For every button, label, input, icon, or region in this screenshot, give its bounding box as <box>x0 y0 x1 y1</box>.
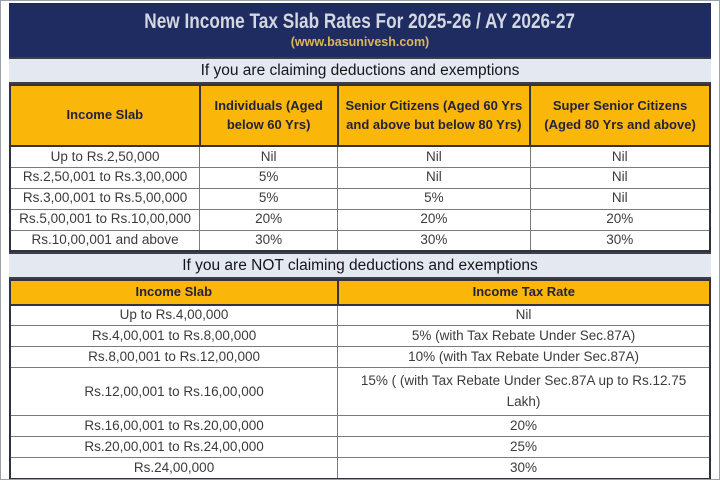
col-header-individuals: Individuals (Aged below 60 Yrs) <box>200 85 338 146</box>
table-row <box>10 209 710 230</box>
slab-cell: Up to Rs.2,50,000 <box>10 146 200 167</box>
table-row <box>10 458 710 479</box>
table-row <box>10 437 710 458</box>
rate-cell: Nil <box>530 146 710 167</box>
rate-cell: 30% <box>200 230 338 251</box>
rate-cell: Nil <box>338 146 531 167</box>
rate-cell: 20% <box>338 416 710 437</box>
rate-cell: 5% <box>200 188 338 209</box>
slab-cell: Rs.5,00,001 to Rs.10,00,000 <box>10 209 200 230</box>
slab-cell: Rs.24,00,000 <box>10 458 338 479</box>
rate-cell: 30% <box>338 458 710 479</box>
table-row <box>10 230 710 251</box>
rate-cell: 5% <box>200 167 338 188</box>
rate-cell: 15% ( (with Tax Rebate Under Sec.87A up to Rs.12.75 Lakh) <box>338 368 710 416</box>
table-row <box>10 146 710 167</box>
table-row <box>10 305 710 326</box>
slab-cell: Rs.3,00,001 to Rs.5,00,000 <box>10 188 200 209</box>
col-header-income-slab: Income Slab <box>10 280 338 305</box>
col-header-super-senior-citizens: Super Senior Citizens (Aged 80 Yrs and above) <box>530 85 710 146</box>
title-banner <box>9 3 711 57</box>
page-title: New Income Tax Slab Rates For 2025-26 / AY 2026-27 <box>144 10 576 34</box>
slab-cell: Rs.16,00,001 to Rs.20,00,000 <box>10 416 338 437</box>
slab-cell: Rs.2,50,001 to Rs.3,00,000 <box>10 167 200 188</box>
col-header-income-slab: Income Slab <box>10 85 200 146</box>
table-header-row <box>10 280 710 305</box>
slab-cell: Rs.4,00,001 to Rs.8,00,000 <box>10 326 338 347</box>
section-band-with-deductions: If you are claiming deductions and exemptions <box>9 57 711 84</box>
rate-cell: 10% (with Tax Rebate Under Sec.87A) <box>338 347 710 368</box>
table-row <box>10 188 710 209</box>
table-row <box>10 416 710 437</box>
rate-cell: Nil <box>200 146 338 167</box>
slab-cell: Rs.12,00,001 to Rs.16,00,000 <box>10 368 338 416</box>
rate-cell: 5% <box>338 188 531 209</box>
table-header-row <box>10 85 710 146</box>
col-header-senior-citizens: Senior Citizens (Aged 60 Yrs and above but below 80 Yrs) <box>338 85 531 146</box>
rate-cell: Nil <box>338 305 710 326</box>
rate-cell: Nil <box>530 167 710 188</box>
rate-cell: Nil <box>338 167 531 188</box>
slab-cell: Up to Rs.4,00,000 <box>10 305 338 326</box>
rate-cell: 30% <box>530 230 710 251</box>
slab-cell: Rs.8,00,001 to Rs.12,00,000 <box>10 347 338 368</box>
new-regime-tax-table <box>9 279 711 480</box>
col-header-income-tax-rate: Income Tax Rate <box>338 280 710 305</box>
old-regime-tax-table <box>9 84 711 252</box>
table-row <box>10 368 710 416</box>
slab-cell: Rs.10,00,001 and above <box>10 230 200 251</box>
slab-cell: Rs.20,00,001 to Rs.24,00,000 <box>10 437 338 458</box>
site-url-text: (www.basunivesh.com) <box>290 34 430 49</box>
rate-cell: 20% <box>338 209 531 230</box>
table-row <box>10 326 710 347</box>
section-band-without-deductions: If you are NOT claiming deductions and exemptions <box>9 252 711 279</box>
rate-cell: 30% <box>338 230 531 251</box>
rate-cell: 25% <box>338 437 710 458</box>
table-row <box>10 167 710 188</box>
table-row <box>10 347 710 368</box>
rate-cell: 20% <box>530 209 710 230</box>
rate-cell: Nil <box>530 188 710 209</box>
rate-cell: 20% <box>200 209 338 230</box>
rate-cell: 5% (with Tax Rebate Under Sec.87A) <box>338 326 710 347</box>
